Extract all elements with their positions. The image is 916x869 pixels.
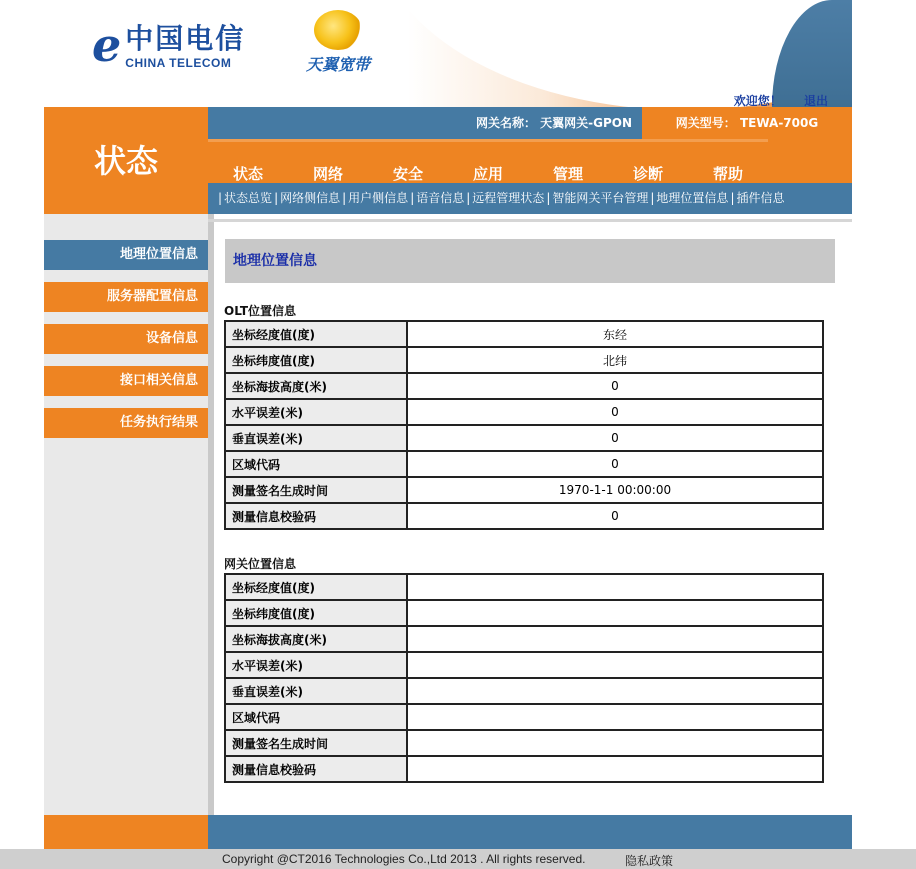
page-frame [44,0,852,849]
tab-4[interactable]: 管理 [528,139,608,183]
gateway-type: 网关型号： TEWA-700G [642,107,852,139]
gateway-name: 网关名称： 天翼网关-GPON [475,116,632,130]
privacy-link[interactable]: 隐私政策 [625,854,674,868]
sub-nav-separator: | [342,191,347,205]
sub-nav-separator: | [218,191,223,205]
row-label: 坐标纬度值(度) [225,600,407,626]
content-area [208,214,852,815]
header-banner [44,0,852,107]
sub-nav-item[interactable]: 智能网关平台管理 [552,191,649,205]
tianyi-logo [298,10,378,75]
gateway-section-label: 网关位置信息 [224,557,297,571]
table-row [225,626,823,652]
sub-nav [208,183,852,214]
sub-nav-item[interactable]: 远程管理状态 [472,191,545,205]
row-label: 测量签名生成时间 [225,477,407,503]
tab-6[interactable]: 帮助 [688,139,768,183]
sub-nav-item[interactable]: 插件信息 [736,191,785,205]
table-row [225,451,823,477]
row-label: 测量信息校验码 [225,503,407,529]
row-label: 区域代码 [225,704,407,730]
table-row [225,704,823,730]
table-row [225,678,823,704]
sub-nav-separator: | [466,191,471,205]
sidebar-item[interactable]: 设备信息 [44,324,208,354]
sub-nav-items [216,183,785,214]
telecom-e-icon: e [92,18,122,72]
row-label: 坐标经度值(度) [225,574,407,600]
row-label: 测量签名生成时间 [225,730,407,756]
row-value: 东经 [407,321,823,347]
row-value [407,730,823,756]
tab-1[interactable]: 网络 [288,139,368,183]
table-row [225,600,823,626]
row-label: 坐标经度值(度) [225,321,407,347]
sidebar-item[interactable]: 接口相关信息 [44,366,208,396]
row-label: 垂直误差(米) [225,425,407,451]
table-row [225,425,823,451]
table-row [225,373,823,399]
row-label: 坐标海拔高度(米) [225,373,407,399]
table-row [225,477,823,503]
gateway-table [224,573,824,783]
olt-table [224,320,824,530]
row-value: 0 [407,451,823,477]
tab-2[interactable]: 安全 [368,139,448,183]
welcome-text: 欢迎您！ [733,94,782,107]
row-value: 0 [407,373,823,399]
table-row [225,730,823,756]
sub-nav-separator: | [546,191,551,205]
ct-cn-text: 中国电信 [125,22,246,55]
row-value [407,678,823,704]
row-value: 0 [407,503,823,529]
copyright-bar [0,849,916,869]
row-label: 水平误差(米) [225,652,407,678]
row-label: 坐标纬度值(度) [225,347,407,373]
china-telecom-logo [92,18,246,72]
row-label: 测量信息校验码 [225,756,407,782]
sub-nav-item[interactable]: 状态总览 [224,191,273,205]
tab-0[interactable]: 状态 [208,139,288,183]
olt-section-label: OLT位置信息 [224,304,297,318]
content-topline [208,219,852,222]
row-label: 区域代码 [225,451,407,477]
page-title: 地理位置信息 [233,253,317,269]
sub-nav-item[interactable]: 地理位置信息 [656,191,729,205]
tianyi-sun-icon [314,10,362,50]
sub-nav-item[interactable]: 用户侧信息 [348,191,409,205]
row-value [407,652,823,678]
footer-left [44,815,208,849]
table-row [225,399,823,425]
row-value: 北纬 [407,347,823,373]
logout-link[interactable]: 退出 [803,94,828,107]
row-value: 0 [407,425,823,451]
row-value [407,574,823,600]
sub-nav-separator: | [730,191,735,205]
row-label: 垂直误差(米) [225,678,407,704]
row-value [407,756,823,782]
row-label: 水平误差(米) [225,399,407,425]
sub-nav-item[interactable]: 网络侧信息 [280,191,341,205]
main-tabs [208,139,768,183]
sub-nav-separator: | [274,191,279,205]
table-row [225,503,823,529]
row-label: 坐标海拔高度(米) [225,626,407,652]
row-value [407,704,823,730]
tab-5[interactable]: 诊断 [608,139,688,183]
sidebar-item[interactable]: 任务执行结果 [44,408,208,438]
tab-3[interactable]: 应用 [448,139,528,183]
copyright-text: Copyright @CT2016 Technologies Co.,Ltd 2013 . All rights reserved. [222,852,586,866]
table-row [225,756,823,782]
main-nav [208,139,852,183]
table-row [225,574,823,600]
row-value [407,626,823,652]
table-row [225,347,823,373]
page-title-box [225,239,835,283]
sub-nav-separator: | [410,191,415,205]
nav-filler [768,139,852,183]
sub-nav-separator: | [650,191,655,205]
row-value: 1970-1-1 00:00:00 [407,477,823,503]
table-row [225,652,823,678]
footer-right [208,815,852,849]
tianyi-text: 天翼宽带 [305,55,370,74]
sidebar [44,214,208,815]
sidebar-item[interactable]: 地理位置信息 [44,240,208,270]
welcome-area [716,92,828,107]
table-row [225,321,823,347]
row-value [407,600,823,626]
sidebar-item[interactable]: 服务器配置信息 [44,282,208,312]
row-value: 0 [407,399,823,425]
status-heading: 状态 [44,107,208,214]
gateway-info-bar [208,107,852,139]
sub-nav-item[interactable]: 语音信息 [416,191,465,205]
ct-en-text: CHINA TELECOM [125,56,232,70]
